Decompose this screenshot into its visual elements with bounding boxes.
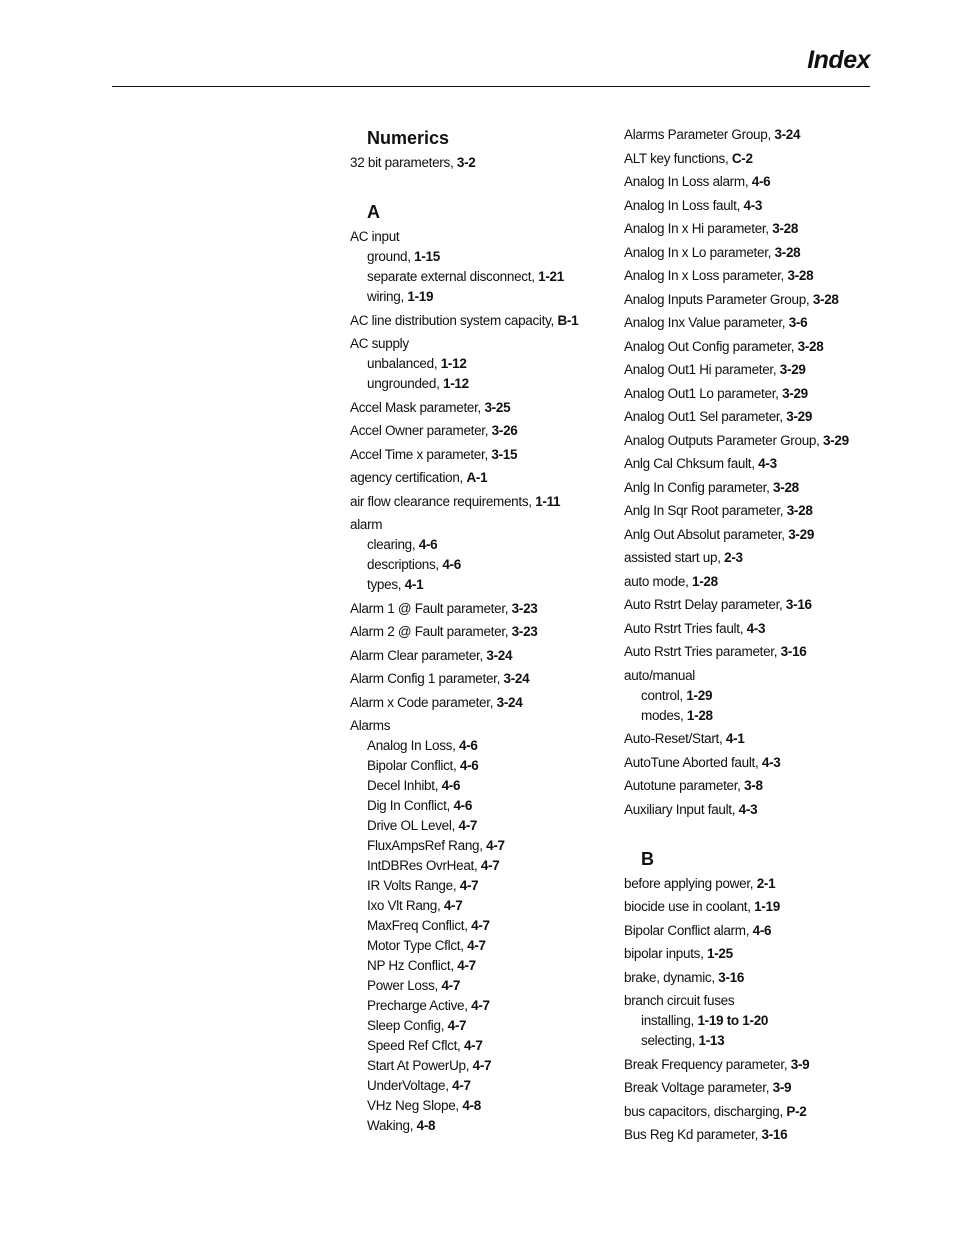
- index-subentry: [367, 796, 610, 816]
- index-subentry: [367, 1076, 610, 1096]
- page-reference: 3-8: [744, 778, 763, 793]
- index-entry: [350, 227, 610, 247]
- page-title: Index: [807, 46, 870, 74]
- index-entry: [624, 800, 874, 820]
- page-reference: 1-13: [698, 1033, 725, 1048]
- entry-text: UnderVoltage,: [367, 1078, 453, 1093]
- page-reference: A-1: [466, 470, 488, 485]
- entry-text: Anlg Out Absolut parameter,: [624, 526, 789, 542]
- index-entry: [624, 642, 874, 662]
- entry-text: Drive OL Level,: [367, 818, 459, 833]
- entry-text: before applying power,: [624, 875, 757, 891]
- page-reference: 4-6: [459, 758, 479, 773]
- index-entry: [624, 666, 874, 686]
- page-reference: 3-16: [780, 644, 807, 659]
- entry-text: Analog In Loss fault,: [624, 197, 744, 213]
- entry-text: AC line distribution system capacity,: [350, 312, 558, 328]
- entry-text: Accel Mask parameter,: [350, 399, 485, 415]
- entry-text: Alarms Parameter Group,: [624, 127, 775, 142]
- index-entry: [350, 515, 610, 535]
- page-reference: 3-28: [787, 268, 814, 283]
- entry-text: Power Loss,: [367, 978, 442, 993]
- index-entry: [624, 125, 874, 145]
- entry-text: NP Hz Conflict,: [367, 958, 458, 973]
- entry-text: Analog In x Loss parameter,: [624, 268, 788, 283]
- page-reference: 3-24: [486, 647, 513, 663]
- index-entry: [624, 501, 874, 521]
- entry-text: Precharge Active,: [367, 998, 472, 1013]
- page-reference: 1-19: [407, 289, 434, 304]
- page-reference: 3-28: [797, 338, 824, 354]
- entry-text: Decel Inhibt,: [367, 778, 442, 793]
- entry-text: FluxAmpsRef Rang,: [367, 838, 487, 853]
- page-reference: 4-7: [471, 998, 490, 1013]
- page-reference: 4-7: [452, 1078, 471, 1093]
- page-reference: 1-11: [535, 493, 561, 509]
- index-entry: [350, 646, 610, 666]
- entry-text: Analog Inx Value parameter,: [624, 315, 789, 330]
- page-reference: 3-29: [779, 362, 806, 377]
- index-entry: [624, 384, 874, 404]
- page-reference: 1-12: [442, 376, 469, 391]
- index-entry: [350, 716, 610, 736]
- page-reference: 3-16: [761, 1127, 788, 1142]
- page-reference: 4-6: [442, 557, 461, 572]
- entry-text: Break Frequency parameter,: [624, 1056, 791, 1072]
- index-subentry: [367, 267, 610, 287]
- page-reference: 1-28: [692, 573, 718, 589]
- entry-text: Break Voltage parameter,: [624, 1080, 773, 1095]
- entry-text: VHz Neg Slope,: [367, 1098, 463, 1113]
- index-entry: [624, 243, 874, 263]
- header-rule: [112, 86, 870, 87]
- index-entry: [624, 921, 874, 941]
- entry-text: IntDBRes OvrHeat,: [367, 858, 481, 873]
- index-subentry: [367, 535, 610, 555]
- entry-text: IR Volts Range,: [367, 878, 460, 893]
- page-reference: 3-16: [718, 969, 745, 985]
- index-subentry: [367, 247, 610, 267]
- index-subentry: [367, 936, 610, 956]
- entry-text: Anlg Cal Chksum fault,: [624, 456, 759, 471]
- index-entry: [350, 693, 610, 713]
- index-entry: [624, 219, 874, 239]
- entry-text: ALT key functions,: [624, 150, 732, 166]
- entry-text: Bipolar Conflict,: [367, 758, 460, 773]
- index-entry: [350, 421, 610, 441]
- page-reference: 3-24: [496, 694, 523, 710]
- index-subentry: [367, 354, 610, 374]
- page-reference: 3-23: [511, 600, 538, 616]
- page-reference: 3-24: [503, 671, 530, 686]
- index-entry: [350, 468, 610, 488]
- entry-text: biocide use in coolant,: [624, 899, 755, 914]
- page-reference: 3-29: [782, 385, 808, 401]
- index-entry: [624, 619, 874, 639]
- entry-text: Autotune parameter,: [624, 778, 745, 793]
- index-subentry: [367, 836, 610, 856]
- entry-text: 32 bit parameters,: [350, 155, 457, 170]
- entry-text: Analog In Loss alarm,: [624, 174, 752, 189]
- page-reference: 3-28: [774, 244, 801, 260]
- entry-text: AutoTune Aborted fault,: [624, 754, 762, 770]
- page-reference: 2-1: [756, 875, 776, 891]
- page-reference: 1-29: [686, 687, 713, 703]
- page-reference: 4-6: [459, 738, 478, 753]
- page-reference: 4-7: [472, 1058, 492, 1073]
- entry-text: Bus Reg Kd parameter,: [624, 1127, 762, 1142]
- page-reference: 3-23: [511, 624, 538, 639]
- page-reference: 3-25: [484, 399, 511, 415]
- index-subentry: [367, 555, 610, 575]
- index-entry: [624, 1125, 874, 1145]
- entry-text: Auxiliary Input fault,: [624, 801, 739, 817]
- page-reference: 4-3: [758, 456, 777, 471]
- page-reference: P-2: [786, 1103, 807, 1119]
- page-reference: B-1: [557, 312, 579, 328]
- index-subentry: [367, 1016, 610, 1036]
- entry-text: Start At PowerUp,: [367, 1058, 473, 1073]
- index-entry: [624, 172, 874, 192]
- entry-text: Analog In Loss,: [367, 738, 460, 753]
- entry-text: descriptions,: [367, 557, 443, 572]
- entry-text: ungrounded,: [367, 376, 443, 391]
- index-entry: [624, 874, 874, 894]
- page-reference: 3-9: [772, 1080, 792, 1095]
- page-reference: 3-6: [788, 315, 808, 330]
- page-reference: 4-8: [416, 1118, 436, 1133]
- page-reference: 4-7: [441, 978, 461, 993]
- index-entry: [624, 1078, 874, 1098]
- index-subentry: [641, 1011, 874, 1031]
- index-entry: [624, 313, 874, 333]
- entry-text: Dig In Conflict,: [367, 798, 454, 813]
- entry-text: installing,: [641, 1013, 698, 1028]
- entry-text: Anlg In Sqr Root parameter,: [624, 503, 787, 518]
- index-entry: [350, 599, 610, 619]
- page-reference: 3-28: [786, 503, 813, 518]
- page-reference: 3-24: [774, 127, 801, 142]
- page-reference: 4-3: [738, 801, 758, 817]
- entry-text: MaxFreq Conflict,: [367, 918, 472, 933]
- entry-text: modes,: [641, 707, 687, 723]
- entry-text: Analog Outputs Parameter Group,: [624, 432, 824, 448]
- page-reference: 3-28: [773, 479, 799, 495]
- page-reference: 4-7: [467, 938, 486, 953]
- index-entry: [350, 492, 610, 512]
- entry-text: Analog Inputs Parameter Group,: [624, 291, 813, 307]
- index-subentry: [367, 374, 610, 394]
- index-subentry: [367, 856, 610, 876]
- entry-text: Accel Owner parameter,: [350, 423, 492, 438]
- page-reference: 3-28: [772, 221, 799, 236]
- index-entry: [624, 897, 874, 917]
- index-subentry: [367, 876, 610, 896]
- index-subentry: [367, 1036, 610, 1056]
- page-reference: 4-6: [752, 922, 772, 938]
- index-entry-group: [350, 716, 610, 1136]
- page-reference: 1-25: [707, 946, 733, 961]
- index-subentry: [367, 1096, 610, 1116]
- index-subentry: [367, 996, 610, 1016]
- entry-text: Alarm Config 1 parameter,: [350, 671, 504, 686]
- index-entry: [624, 360, 874, 380]
- page-reference: C-2: [731, 150, 753, 166]
- index-subentry: [367, 816, 610, 836]
- page-reference: 4-7: [443, 898, 463, 913]
- entry-text: AC supply: [350, 336, 409, 351]
- index-subentry: [641, 686, 874, 706]
- entry-text: Analog In x Lo parameter,: [624, 244, 775, 260]
- page-reference: 3-29: [786, 409, 813, 424]
- index-entry: [350, 398, 610, 418]
- entry-text: alarm: [350, 517, 383, 532]
- page-reference: 4-7: [447, 1018, 467, 1033]
- index-entry: [624, 753, 874, 773]
- index-entry: [624, 431, 874, 451]
- index-entry: [624, 968, 874, 988]
- page-reference: 4-7: [459, 878, 479, 893]
- index-column-left: [350, 125, 610, 1140]
- index-entry-group: [350, 227, 610, 307]
- index-entry-group: [350, 334, 610, 394]
- index-entry: [350, 669, 610, 689]
- page-reference: 4-6: [418, 537, 438, 552]
- index-subentry: [367, 776, 610, 796]
- page-reference: 4-6: [441, 778, 461, 793]
- entry-text: Analog Out1 Sel parameter,: [624, 409, 787, 424]
- page-reference: 3-15: [491, 446, 518, 462]
- entry-text: Waking,: [367, 1118, 417, 1133]
- entry-text: wiring,: [367, 289, 408, 304]
- index-subentry: [367, 287, 610, 307]
- entry-text: Speed Ref Cflct,: [367, 1038, 464, 1053]
- entry-text: AC input: [350, 229, 400, 244]
- entry-text: air flow clearance requirements,: [350, 493, 536, 509]
- index-entry-group: [624, 991, 874, 1051]
- entry-text: Auto-Reset/Start,: [624, 731, 726, 746]
- page-reference: 4-1: [725, 731, 745, 746]
- index-subentry: [641, 1031, 874, 1051]
- index-entry: [624, 149, 874, 169]
- page-reference: 3-16: [785, 597, 812, 612]
- entry-text: Auto Rstrt Delay parameter,: [624, 597, 786, 612]
- index-entry: [624, 548, 874, 568]
- entry-text: Analog Out1 Lo parameter,: [624, 385, 783, 401]
- page-reference: 1-21: [538, 269, 564, 284]
- entry-text: clearing,: [367, 537, 419, 552]
- page-reference: 4-6: [751, 174, 771, 189]
- index-entry: [624, 290, 874, 310]
- entry-text: Analog In x Hi parameter,: [624, 221, 773, 236]
- index-column-right: [624, 125, 874, 1149]
- index-entry: [624, 525, 874, 545]
- index-entry: [624, 196, 874, 216]
- index-entry: [350, 334, 610, 354]
- index-subentry: [367, 756, 610, 776]
- index-subentry: [641, 706, 874, 726]
- page-reference: 4-7: [458, 818, 478, 833]
- page-reference: 4-7: [480, 858, 500, 873]
- index-entry: [350, 445, 610, 465]
- index-entry: [624, 595, 874, 615]
- page-reference: 4-7: [471, 918, 490, 933]
- entry-text: bipolar inputs,: [624, 946, 708, 961]
- entry-text: Analog Out Config parameter,: [624, 338, 798, 354]
- entry-text: bus capacitors, discharging,: [624, 1103, 787, 1119]
- entry-text: types,: [367, 577, 405, 592]
- page-reference: 4-3: [746, 620, 766, 636]
- page-reference: 3-9: [790, 1056, 810, 1072]
- index-subentry: [367, 916, 610, 936]
- index-subentry: [367, 1116, 610, 1136]
- entry-text: agency certification,: [350, 470, 467, 485]
- entry-text: Motor Type Cflct,: [367, 938, 468, 953]
- entry-text: Alarm Clear parameter,: [350, 647, 487, 663]
- index-entry: [624, 944, 874, 964]
- entry-text: Analog Out1 Hi parameter,: [624, 362, 780, 377]
- entry-text: brake, dynamic,: [624, 969, 719, 985]
- index-entry: [624, 1102, 874, 1122]
- entry-text: ground,: [367, 249, 415, 264]
- section-heading-a: A: [367, 202, 380, 222]
- index-subentry: [367, 976, 610, 996]
- page-reference: 3-29: [788, 526, 815, 542]
- entry-text: Auto Rstrt Tries parameter,: [624, 644, 781, 659]
- page-reference: 4-7: [463, 1038, 483, 1053]
- index-entry: [624, 407, 874, 427]
- index-entry: [350, 153, 610, 173]
- entry-text: control,: [641, 687, 687, 703]
- entry-text: Bipolar Conflict alarm,: [624, 922, 753, 938]
- entry-text: Sleep Config,: [367, 1018, 448, 1033]
- index-subentry: [367, 896, 610, 916]
- page-reference: 4-7: [486, 838, 505, 853]
- page-reference: 1-19 to 1-20: [697, 1013, 769, 1028]
- index-entry: [624, 337, 874, 357]
- page-reference: 4-7: [457, 958, 476, 973]
- index-entry: [624, 1055, 874, 1075]
- page-reference: 3-28: [812, 291, 839, 307]
- index-entry: [624, 478, 874, 498]
- page-reference: 4-8: [462, 1098, 481, 1113]
- page-reference: 4-1: [404, 577, 424, 592]
- index-entry-group: [350, 515, 610, 595]
- page-reference: 3-29: [823, 432, 849, 448]
- section-heading-numerics: Numerics: [367, 128, 450, 148]
- page-reference: 3-2: [456, 155, 476, 170]
- entry-text: branch circuit fuses: [624, 993, 735, 1008]
- page-reference: 1-19: [754, 899, 780, 914]
- entry-text: Ixo Vlt Rang,: [367, 898, 444, 913]
- entry-text: assisted start up,: [624, 550, 725, 565]
- index-entry: [624, 266, 874, 286]
- page-reference: 1-15: [414, 249, 440, 264]
- index-subentry: [367, 575, 610, 595]
- index-entry-group: [624, 666, 874, 726]
- index-subentry: [367, 736, 610, 756]
- index-entry: [624, 729, 874, 749]
- page-reference: 1-28: [686, 707, 713, 723]
- entry-text: separate external disconnect,: [367, 269, 539, 284]
- entry-text: unbalanced,: [367, 356, 441, 371]
- entry-text: Alarms: [350, 718, 391, 733]
- entry-text: selecting,: [641, 1033, 699, 1048]
- page-reference: 1-12: [440, 356, 467, 371]
- index-entry: [624, 776, 874, 796]
- entry-text: Alarm 2 @ Fault parameter,: [350, 624, 512, 639]
- entry-text: Anlg In Config parameter,: [624, 479, 774, 495]
- page-reference: 3-26: [491, 423, 518, 438]
- index-entry: [624, 454, 874, 474]
- index-subentry: [367, 1056, 610, 1076]
- index-entry: [624, 991, 874, 1011]
- page-reference: 4-3: [743, 197, 763, 213]
- entry-text: auto/manual: [624, 667, 696, 683]
- entry-text: Auto Rstrt Tries fault,: [624, 620, 747, 636]
- entry-text: Alarm x Code parameter,: [350, 694, 497, 710]
- page-reference: 4-6: [453, 798, 473, 813]
- index-subentry: [367, 956, 610, 976]
- entry-text: Alarm 1 @ Fault parameter,: [350, 600, 512, 616]
- index-entry: [350, 622, 610, 642]
- section-heading-b: B: [641, 848, 654, 869]
- page-reference: 4-3: [761, 754, 781, 770]
- index-entry: [624, 572, 874, 592]
- index-entry: [350, 311, 610, 331]
- page-reference: 2-3: [724, 550, 743, 565]
- entry-text: Accel Time x parameter,: [350, 446, 492, 462]
- entry-text: auto mode,: [624, 573, 692, 589]
